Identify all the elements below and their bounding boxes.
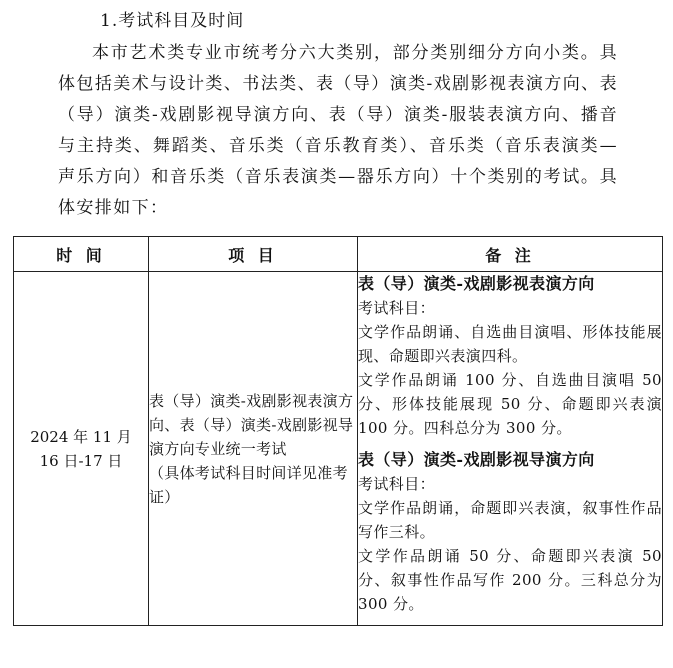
time-cell bbox=[14, 272, 149, 626]
note-block-directing bbox=[358, 448, 662, 616]
notes-cell bbox=[358, 272, 663, 626]
section-heading: 1.考试科目及时间 bbox=[100, 11, 245, 31]
table-header-row bbox=[14, 237, 663, 272]
header-notes: 备 注 bbox=[358, 237, 663, 272]
note-block-performance bbox=[358, 272, 662, 440]
exam-schedule-table bbox=[13, 236, 663, 626]
note-subjects: 文学作品朗诵、自选曲目演唱、形体技能展现、命题即兴表演四科。 bbox=[358, 323, 662, 365]
time-days: 16 日-17 日 bbox=[39, 451, 123, 470]
note-title: 表（导）演类-戏剧影视导演方向 bbox=[358, 450, 595, 469]
header-item: 项 目 bbox=[149, 237, 358, 272]
note-title: 表（导）演类-戏剧影视表演方向 bbox=[358, 274, 595, 293]
header-time: 时 间 bbox=[14, 237, 149, 272]
note-subjects-label: 考试科目： bbox=[358, 475, 436, 493]
note-subjects-label: 考试科目： bbox=[358, 299, 436, 317]
item-main-text: 表（导）演类-戏剧影视表演方向、表（导）演类-戏剧影视导演方向专业统一考试 bbox=[149, 391, 354, 458]
note-subjects: 文学作品朗诵，命题即兴表演，叙事性作品写作三科。 bbox=[358, 499, 662, 541]
note-scores: 文学作品朗诵 100 分、自选曲目演唱 50 分、形体技能展现 50 分、命题即兴表演 100 分。四科总分为 300 分。 bbox=[358, 371, 662, 437]
item-note-text: （具体考试科目时间详见准考证） bbox=[149, 463, 348, 506]
table-row bbox=[14, 272, 663, 626]
note-scores: 文学作品朗诵 50 分、命题即兴表演 50 分、叙事性作品写作 200 分。三科总分为 300 分。 bbox=[358, 547, 662, 613]
time-date: 2024 年 11 月 bbox=[30, 427, 132, 446]
intro-paragraph: 本市艺术类专业市统考分六大类别，部分类别细分方向小类。具体包括美术与设计类、书法类、表（导）演类-戏剧影视表演方向、表（导）演类-戏剧影视导演方向、表（导）演类-服装表演方向、播音与主持类、舞蹈类、音乐类（音乐教育类）、音乐类（音乐表演类—声乐方向）和音乐类（音乐表演类—器乐方向）十个类别的考试。具体安排如下： bbox=[58, 43, 618, 218]
item-cell bbox=[149, 272, 358, 626]
